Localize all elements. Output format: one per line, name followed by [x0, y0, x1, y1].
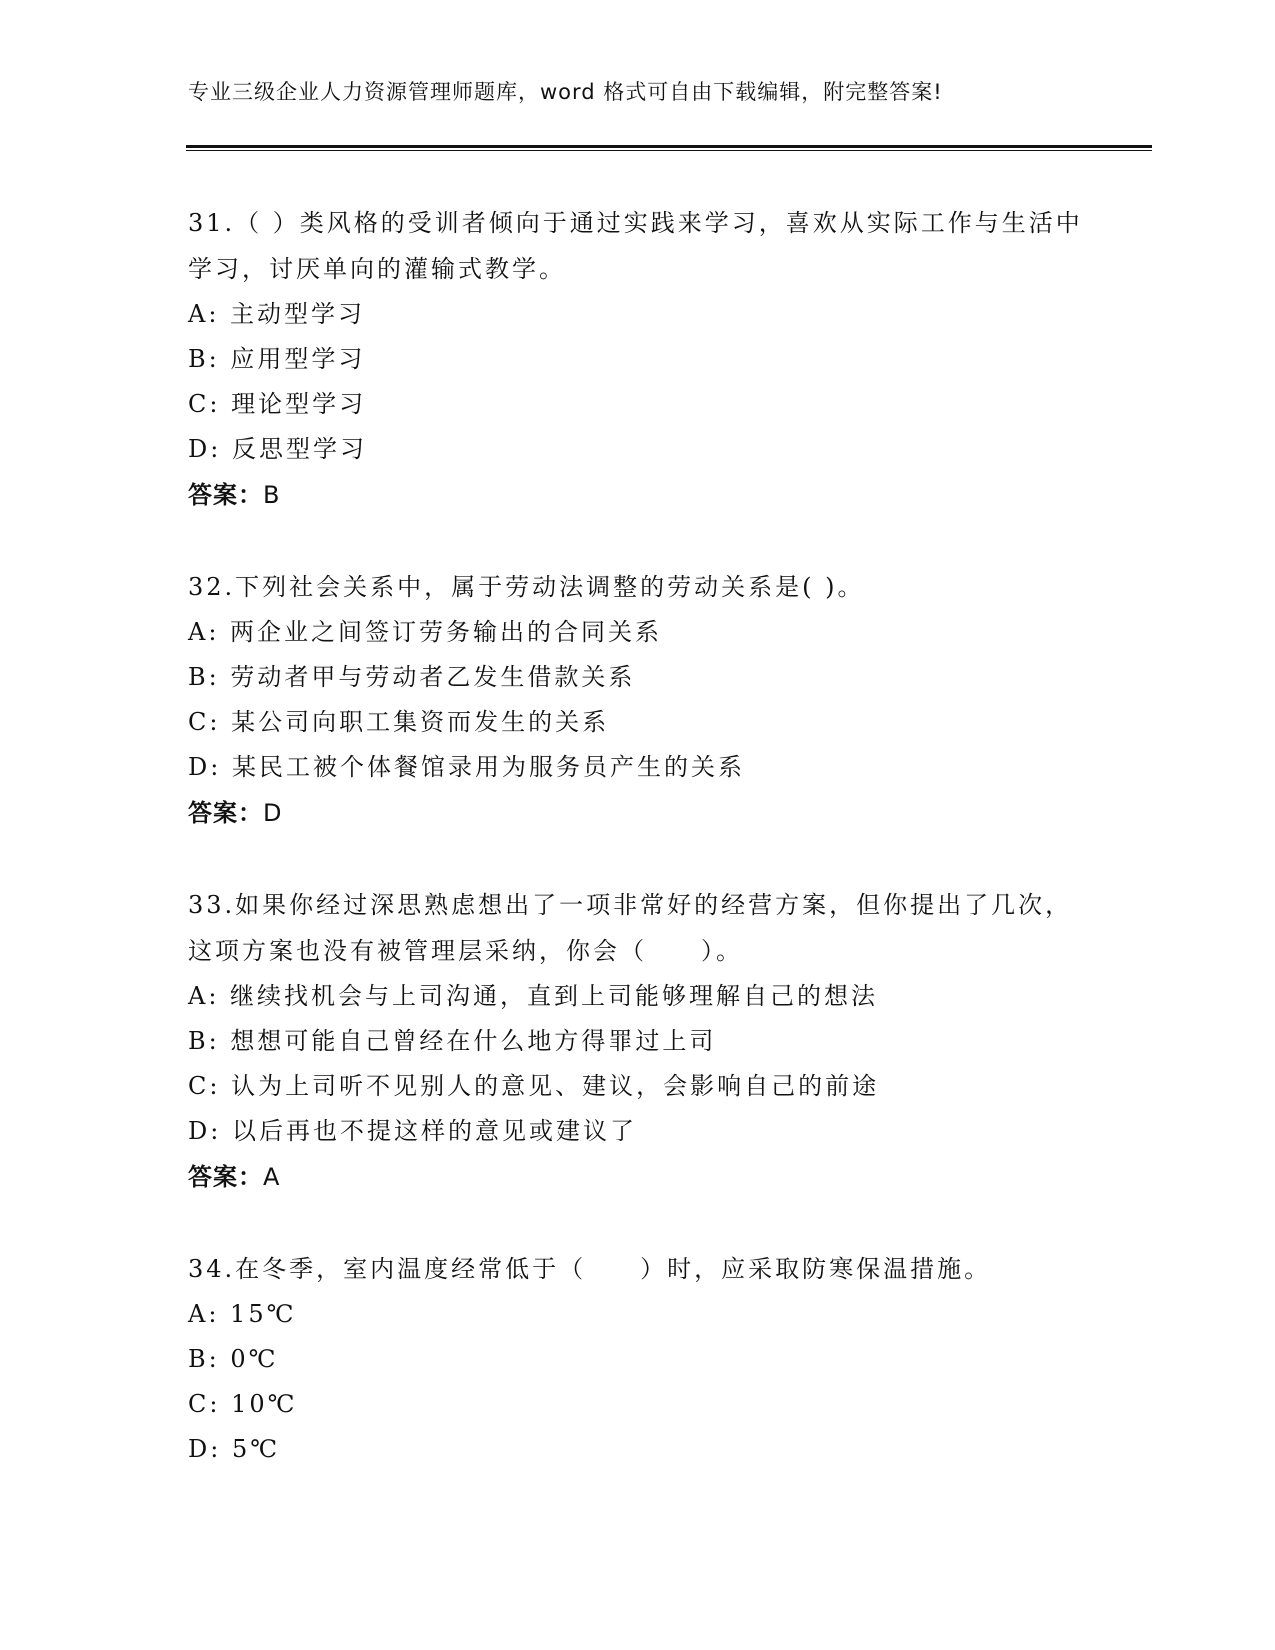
option-d: D: 反思型学习: [188, 435, 367, 463]
page-header: 专业三级企业人力资源管理师题库，word 格式可自由下载编辑，附完整答案!: [188, 80, 943, 104]
answer-line: [188, 790, 1088, 836]
option-b: B: 想想可能自己曾经在什么地方得罪过上司: [188, 1027, 717, 1055]
answer-label: 答案：: [188, 481, 263, 509]
question-list: [188, 200, 1088, 1518]
option-b: B: 应用型学习: [188, 345, 366, 373]
answer-value: D: [263, 799, 283, 827]
option-b: B: 0℃: [188, 1345, 279, 1373]
option-c: C: 某公司向职工集资而发生的关系: [188, 708, 610, 736]
option-b: B: 劳动者甲与劳动者乙发生借款关系: [188, 663, 636, 691]
option-c: C: 理论型学习: [188, 390, 367, 418]
question-stem: 32.下列社会关系中，属于劳动法调整的劳动关系是( )。: [188, 573, 865, 601]
option-a: A: 继续找机会与上司沟通，直到上司能够理解自己的想法: [188, 982, 879, 1010]
question-stem: 31.（ ）类风格的受训者倾向于通过实践来学习，喜欢从实际工作与生活中学习，讨厌单向的灌输式教学。: [188, 209, 1083, 283]
option-a: A: 主动型学习: [188, 300, 366, 328]
option-c: C: 认为上司听不见别人的意见、建议，会影响自己的前途: [188, 1072, 880, 1100]
answer-line: [188, 472, 1088, 518]
option-a: A: 两企业之间签订劳务输出的合同关系: [188, 618, 663, 646]
question-33: [188, 882, 1088, 1200]
answer-label: 答案：: [188, 799, 263, 827]
question-stem: 33.如果你经过深思熟虑想出了一项非常好的经营方案，但你提出了几次，这项方案也没有被管理层采纳，你会（ ）。: [188, 891, 1073, 965]
option-a: A: 15℃: [188, 1300, 297, 1328]
header-rule-thin: [186, 150, 1152, 151]
answer-value: A: [263, 1163, 281, 1191]
question-32: [188, 564, 1088, 836]
question-31: [188, 200, 1088, 518]
header-rule-thick: [186, 145, 1152, 148]
option-d: D: 5℃: [188, 1435, 281, 1463]
question-34: [188, 1246, 1088, 1472]
answer-line: [188, 1154, 1088, 1200]
answer-label: 答案：: [188, 1163, 263, 1191]
option-d: D: 某民工被个体餐馆录用为服务员产生的关系: [188, 753, 745, 781]
answer-value: B: [263, 481, 281, 509]
question-stem: 34.在冬季，室内温度经常低于（ ）时，应采取防寒保温措施。: [188, 1255, 992, 1283]
option-d: D: 以后再也不提这样的意见或建议了: [188, 1117, 637, 1145]
option-c: C: 10℃: [188, 1390, 298, 1418]
